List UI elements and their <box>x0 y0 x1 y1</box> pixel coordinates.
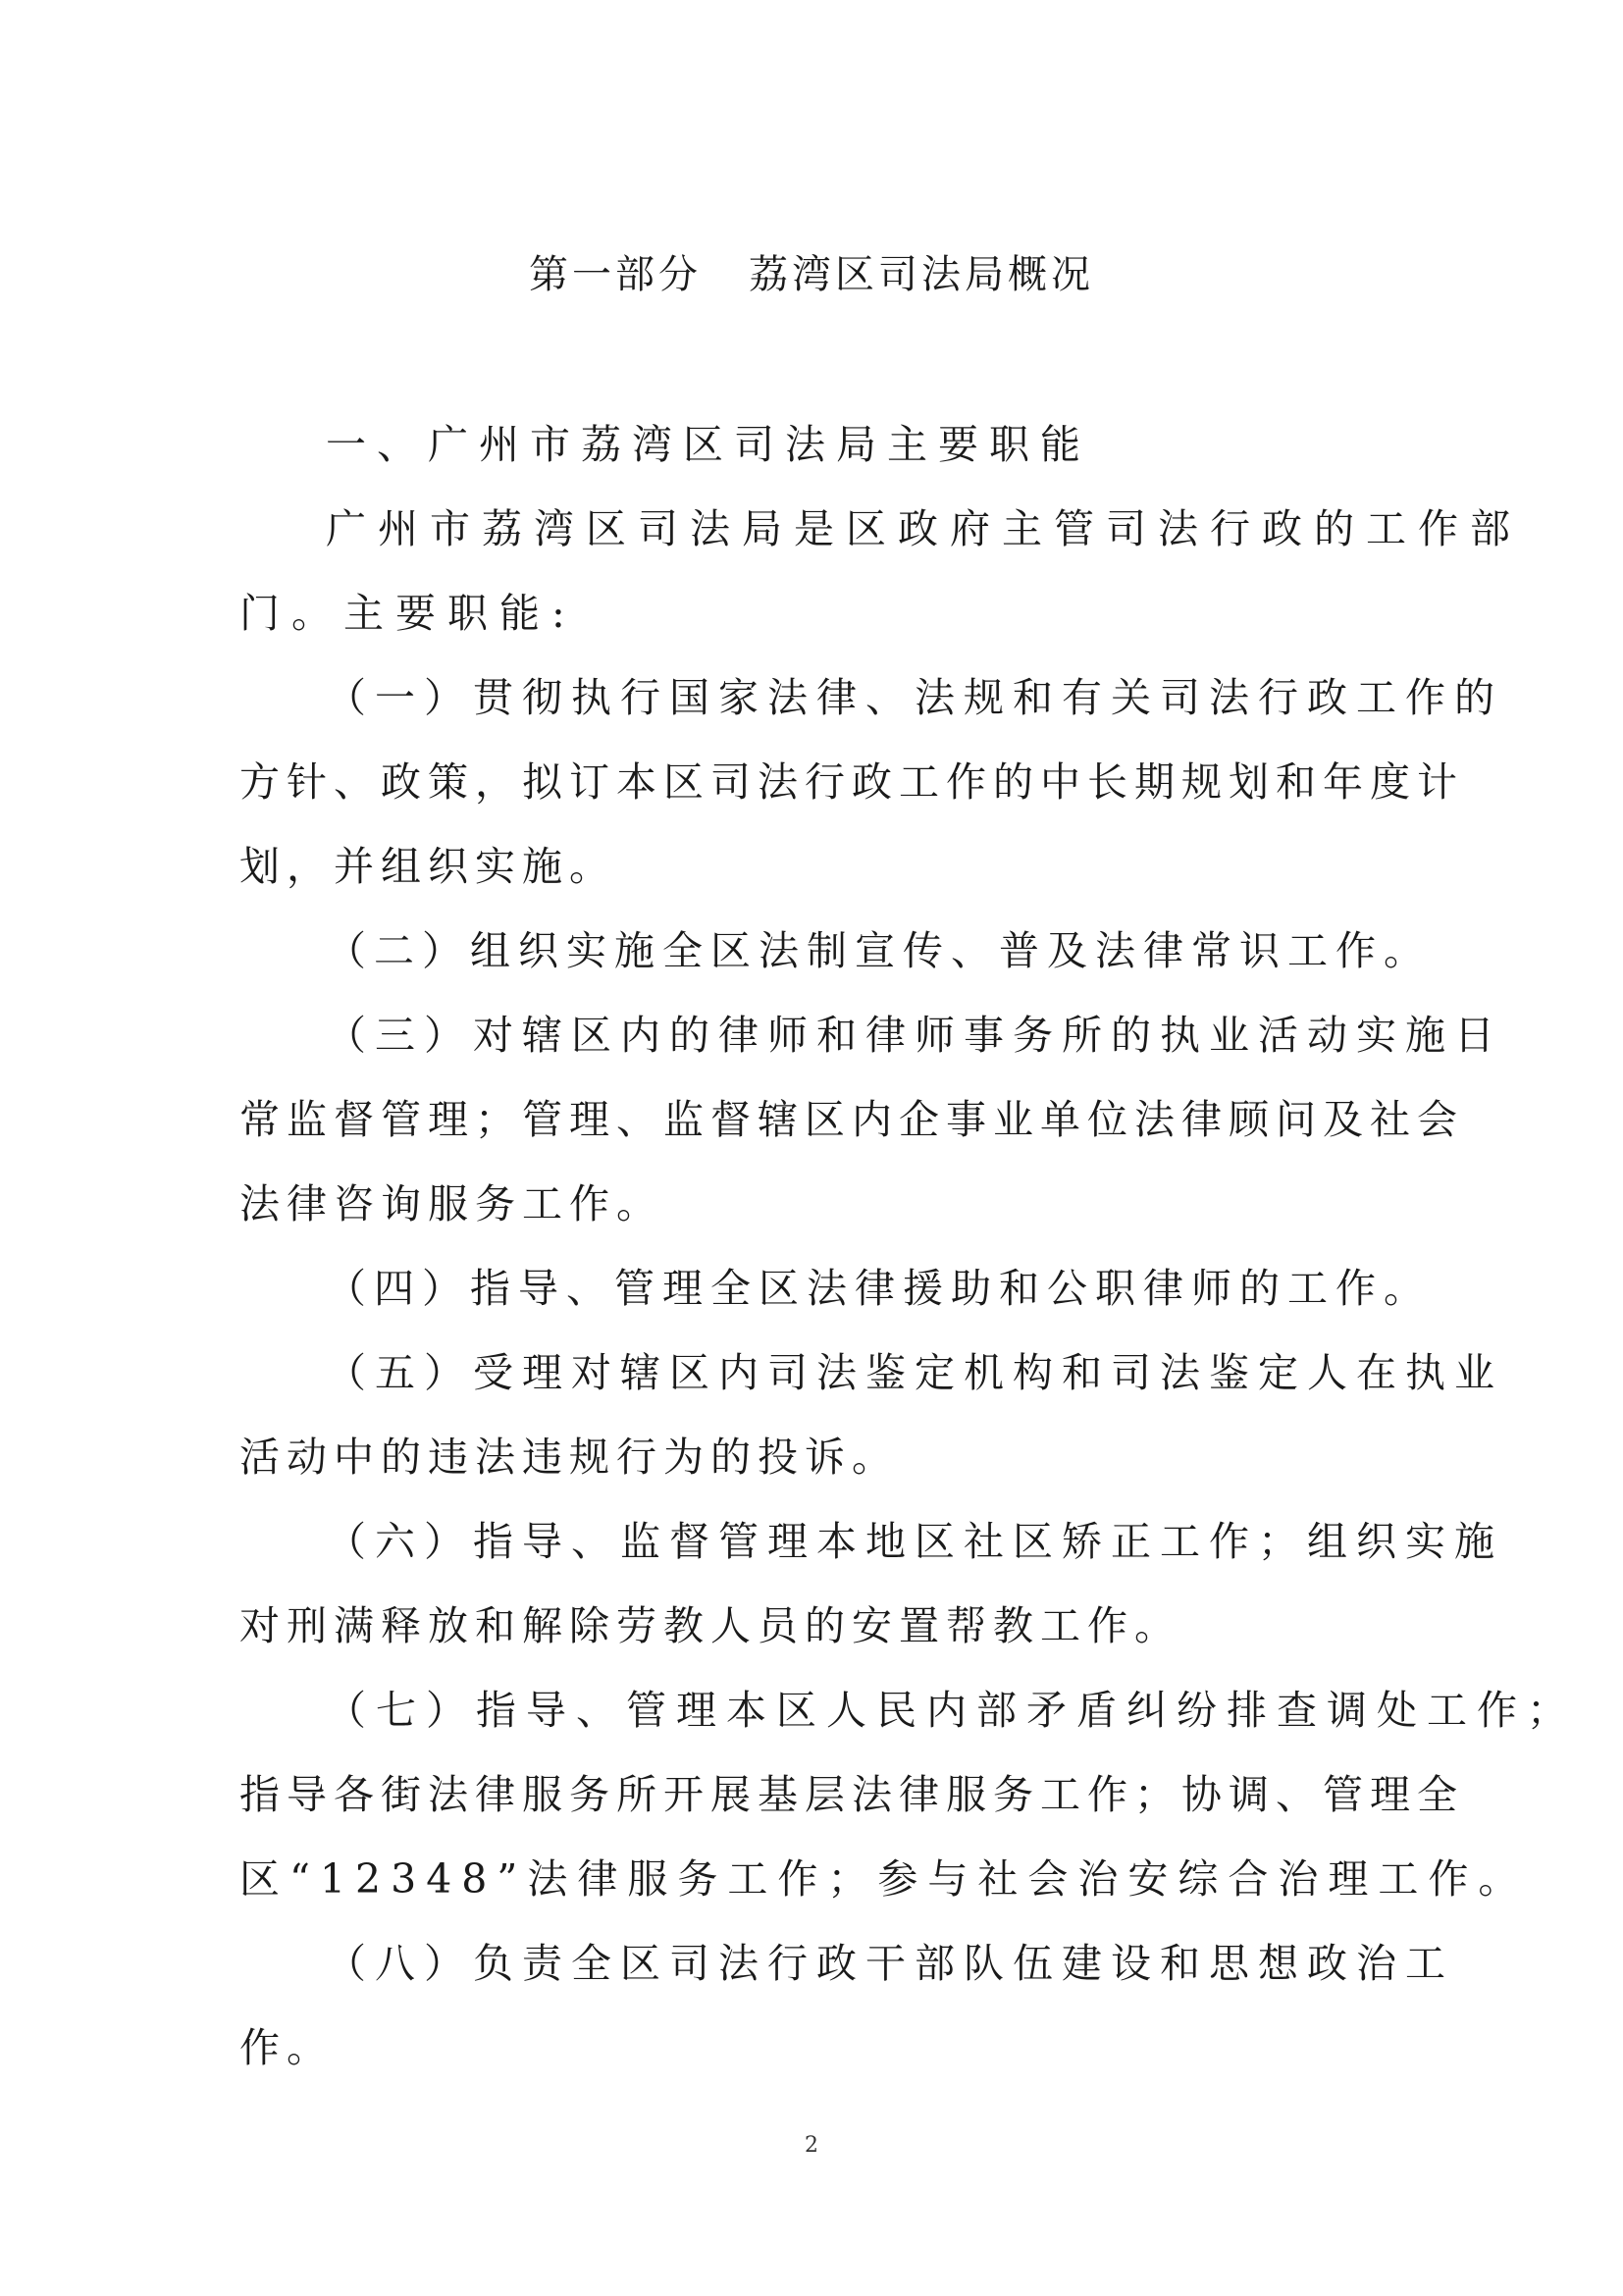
page-number: 2 <box>805 2133 818 2158</box>
paragraph-line: 常监督管理；管理、监督辖区内企事业单位法律顾问及社会 <box>239 1096 1464 1143</box>
paragraph-line: 区“12348”法律服务工作；参与社会治安综合治理工作。 <box>239 1855 1529 1903</box>
paragraph-line: （二）组织实施全区法制宣传、普及法律常识工作。 <box>326 927 1432 974</box>
page-title <box>0 243 1623 299</box>
paragraph-line: （七）指导、管理本区人民内部矛盾纠纷排查调处工作； <box>326 1687 1577 1734</box>
paragraph-line: 划，并组织实施。 <box>239 843 616 890</box>
paragraph-line: 活动中的违法违规行为的投诉。 <box>239 1434 899 1481</box>
section-heading: 一、广州市荔湾区司法局主要职能 <box>326 421 1091 468</box>
paragraph-line: 指导各街法律服务所开展基层法律服务工作；协调、管理全 <box>239 1771 1464 1818</box>
document-body <box>239 402 1577 2090</box>
title-part-label: 第一部分 <box>529 252 702 297</box>
paragraph-line: （八）负责全区司法行政干部队伍建设和思想政治工 <box>326 1940 1454 1987</box>
title-name: 荔湾区司法局概况 <box>749 252 1094 297</box>
paragraph-line: 广州市荔湾区司法局是区政府主管司法行政的工作部 <box>326 505 1522 552</box>
paragraph-line: （六）指导、监督管理本地区社区矫正工作；组织实施 <box>326 1518 1503 1565</box>
paragraph-line: （一）贯彻执行国家法律、法规和有关司法行政工作的 <box>326 674 1503 721</box>
paragraph-line: 作。 <box>239 2024 334 2071</box>
paragraph-line: （三）对辖区内的律师和律师事务所的执业活动实施日 <box>326 1012 1503 1059</box>
paragraph-line: （四）指导、管理全区法律援助和公职律师的工作。 <box>326 1265 1432 1312</box>
paragraph-line: 法律咨询服务工作。 <box>239 1180 663 1227</box>
paragraph-line: 门。主要职能: <box>239 590 577 637</box>
paragraph-line: 方针、政策，拟订本区司法行政工作的中长期规划和年度计 <box>239 758 1464 806</box>
paragraph-line: （五）受理对辖区内司法鉴定机构和司法鉴定人在执业 <box>326 1349 1503 1396</box>
paragraph-line: 对刑满释放和解除劳教人员的安置帮教工作。 <box>239 1602 1181 1649</box>
